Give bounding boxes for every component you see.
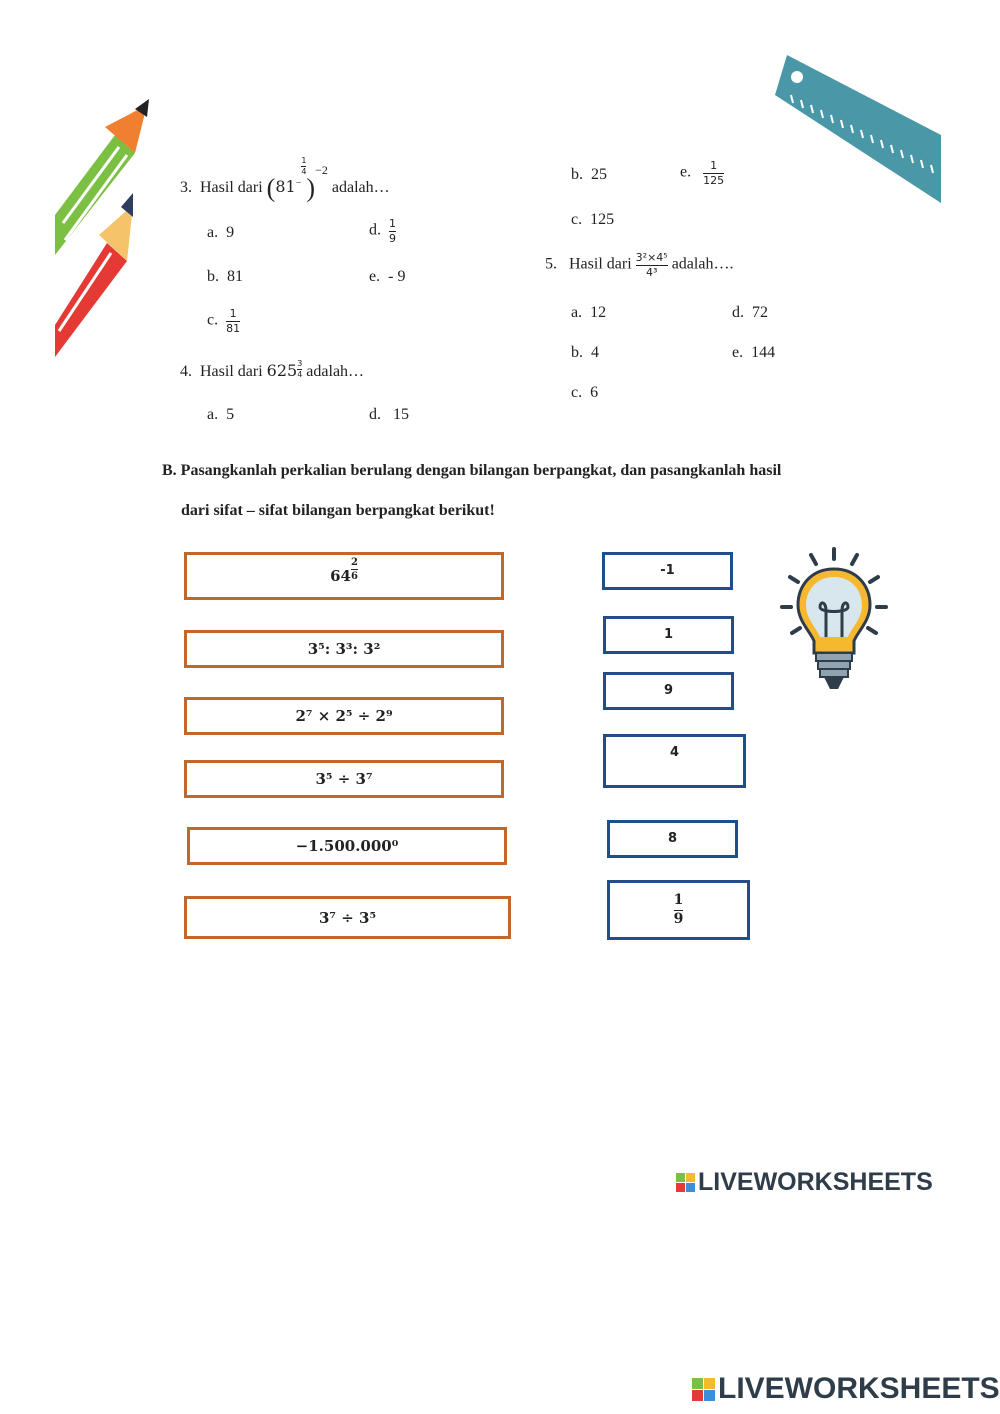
q5-option-d[interactable]: d. 72 (732, 304, 768, 321)
left-box-3[interactable]: 2⁷ × 2⁵ ÷ 2⁹ (184, 697, 504, 735)
ruler-illustration (775, 55, 941, 203)
q4-option-c[interactable]: c. 125 (571, 211, 615, 228)
q5-option-b[interactable]: b. 4 (571, 344, 599, 361)
logo-cube-icon (692, 1378, 715, 1401)
q5-option-c[interactable]: c. 6 (571, 384, 599, 401)
q4-option-b[interactable]: b. 25 (571, 166, 607, 183)
question-3: 3. Hasil dari ($81^{- \frac{1}{4}}$ )$^{-2}$ adalah… (180, 155, 390, 203)
q4-option-e[interactable]: e. $\frac{1}{125}$ (680, 159, 725, 187)
q5-option-e[interactable]: e. 144 (732, 344, 776, 361)
liveworksheets-logo-bottom: LIVEWORKSHEETS (692, 1372, 1000, 1406)
q4-base: 625 (266, 361, 298, 380)
logo-cube-icon (676, 1173, 695, 1192)
right-box-3[interactable]: 9 (603, 672, 734, 710)
pencils-illustration (55, 95, 155, 360)
q4-prefix: Hasil dari (200, 363, 263, 380)
right-box-1[interactable]: -1 (602, 552, 733, 590)
left-box-6[interactable]: 3⁷ ÷ 3⁵ (184, 896, 511, 939)
q5-numerator: 3²×4⁵ (635, 251, 668, 264)
q5-option-a[interactable]: a. 12 (571, 304, 607, 321)
section-b-instruction-line2: dari sifat – sifat bilangan berpangkat berikut! (181, 502, 495, 519)
liveworksheets-logo-mid: LIVEWORKSHEETS (676, 1168, 933, 1197)
q3-base: 81 (275, 177, 296, 196)
right-box-5[interactable]: 8 (607, 820, 738, 858)
q5-denominator: 4³ (645, 265, 658, 279)
q5-prefix: Hasil dari (569, 255, 632, 273)
q3-outer-exp: −2 (315, 163, 328, 177)
q4-exp-num: 3 (297, 359, 303, 368)
q3-option-d[interactable]: d. $\frac{1}{9}$ (369, 217, 396, 245)
q4-suffix: adalah… (306, 363, 365, 380)
q3-option-c[interactable]: c. $\frac{1}{81}$ (207, 307, 241, 335)
q3-inner-exp-sign: − (295, 177, 302, 189)
q3-option-b[interactable]: b. 81 (207, 268, 243, 285)
right-box-6[interactable]: 1 9 (607, 880, 750, 940)
question-4 (180, 360, 364, 381)
question-5 (545, 252, 733, 278)
q3-prefix: Hasil dari (200, 179, 263, 196)
q5-suffix: adalah…. (671, 255, 734, 273)
right-box-4[interactable]: 4 (603, 734, 746, 788)
left-box-2[interactable]: 3⁵: 3³: 3² (184, 630, 504, 668)
q4-number: 4. (180, 363, 192, 380)
q4-exp-den: 4 (297, 370, 303, 380)
lightbulb-icon (778, 545, 890, 700)
q3-inner-exp-den: 4 (301, 167, 307, 177)
q4-option-a[interactable]: a. 5 (207, 406, 235, 423)
left-box-1[interactable]: 64 2 6 (184, 552, 504, 600)
left-box-5[interactable]: −1.500.000⁰ (187, 827, 507, 865)
green-pencil-icon (55, 99, 149, 255)
q3-suffix: adalah… (331, 179, 390, 196)
q3-number: 3. (180, 179, 192, 196)
q3-option-e[interactable]: e. - 9 (369, 268, 406, 285)
q3-option-a[interactable]: a. 9 (207, 224, 235, 241)
q3-inner-exp-num: 1 (301, 155, 307, 165)
q4-option-d[interactable]: d. 15 (369, 406, 409, 423)
section-b-instruction-line1: B. Pasangkanlah perkalian berulang dengan bilangan berpangkat, dan pasangkanlah hasil (162, 462, 782, 479)
q5-number: 5. (545, 255, 557, 273)
right-box-2[interactable]: 1 (603, 616, 734, 654)
left-box-4[interactable]: 3⁵ ÷ 3⁷ (184, 760, 504, 798)
